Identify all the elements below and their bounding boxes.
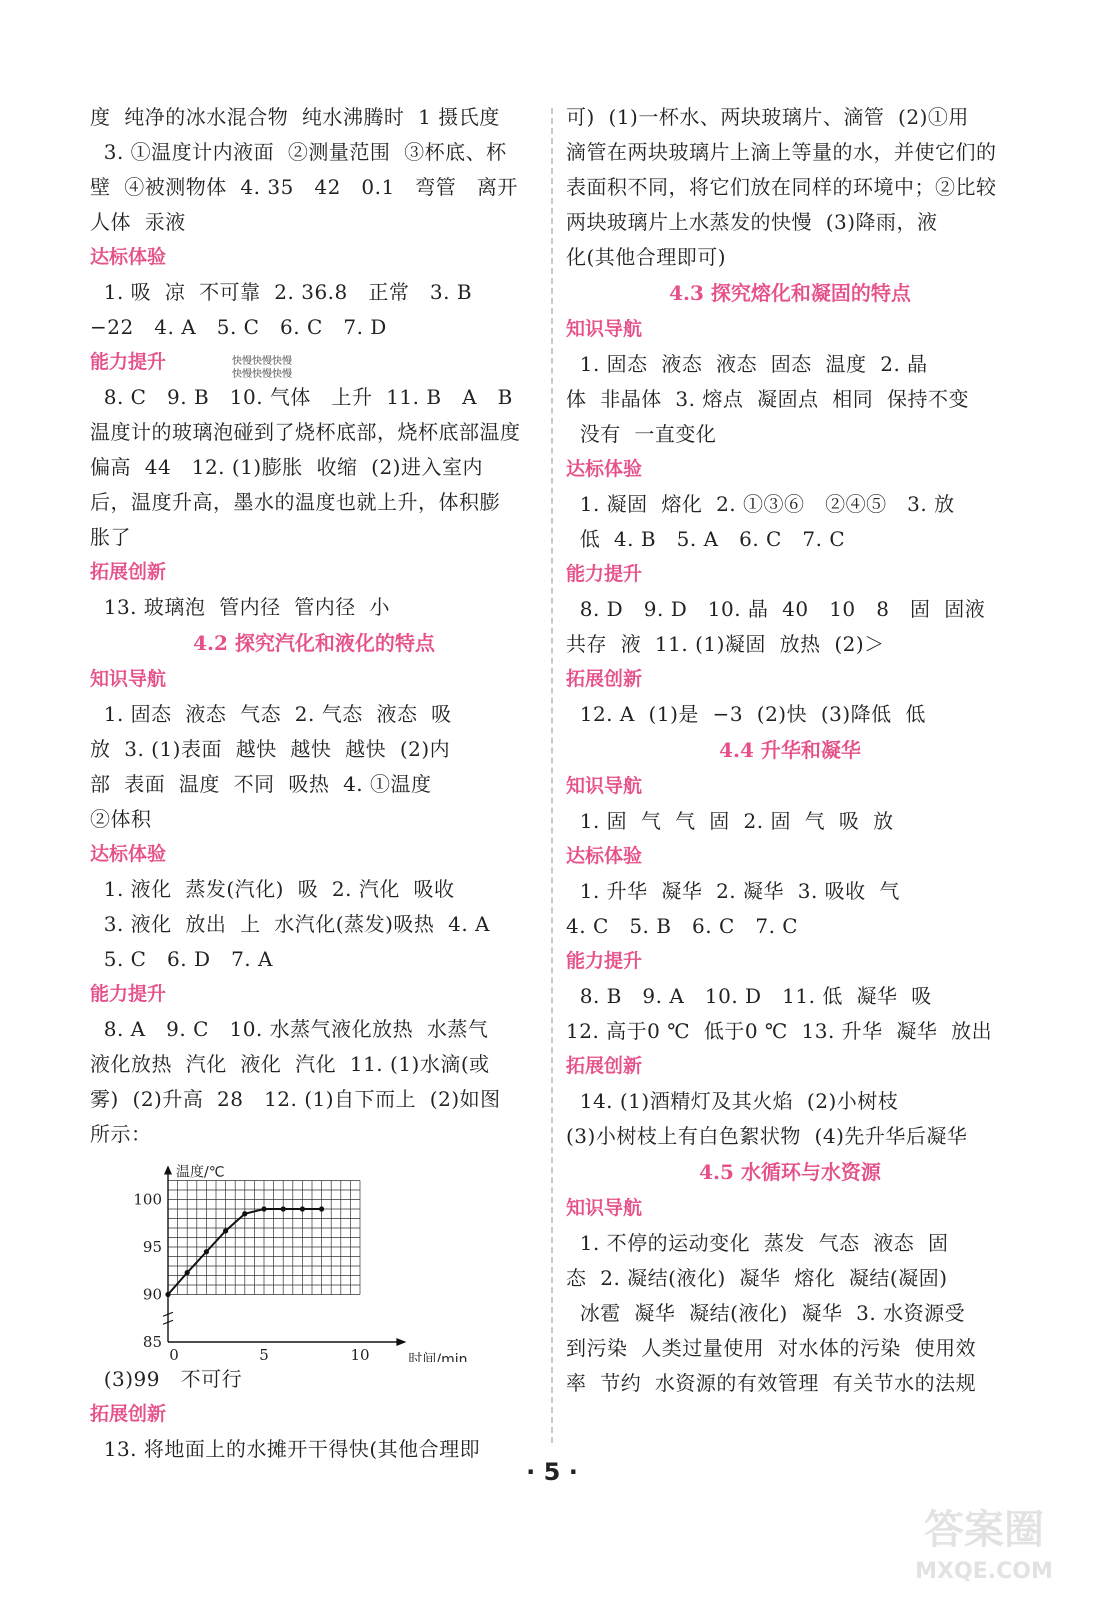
data-point	[319, 1206, 324, 1211]
answer-line: 体 非晶体 3. 熔点 凝固点 相同 保持不变	[566, 387, 970, 411]
answer-line: (3)99 不可行	[90, 1367, 243, 1391]
section-heading: 拓展创新	[566, 1055, 643, 1077]
answer-line: 化(其他合理即可)	[566, 245, 727, 269]
right-column	[566, 100, 1014, 1401]
section-heading: 能力提升	[90, 351, 167, 373]
y-axis-arrow	[164, 1166, 172, 1175]
chapter-title: 4.5 水循环与水资源	[699, 1160, 881, 1184]
answer-line: 到污染 人类过量使用 对水体的污染 使用效	[566, 1336, 977, 1360]
section-heading: 达标体验	[566, 845, 643, 867]
section-heading: 拓展创新	[90, 561, 167, 583]
answer-line: 8. C 9. B 10. 气体 上升 11. B A B	[90, 385, 513, 409]
temperature-chart	[90, 1152, 538, 1362]
answer-line: 12. A (1)是 −3 (2)快 (3)降低 低	[566, 702, 926, 726]
answer-line: 8. D 9. D 10. 晶 40 10 8 固 固液	[566, 597, 986, 621]
left-column	[90, 100, 538, 1467]
watermark-logo	[894, 1498, 1074, 1588]
answer-line: 低 4. B 5. A 6. C 7. C	[566, 527, 846, 551]
answer-line: 12. 高于0 ℃ 低于0 ℃ 13. 升华 凝华 放出	[566, 1019, 993, 1043]
answer-line: 1. 不停的运动变化 蒸发 气态 液态 固	[566, 1231, 949, 1255]
section-heading: 能力提升	[566, 950, 643, 972]
x-tick-label: 5	[259, 1346, 269, 1362]
answer-line: 8. B 9. A 10. D 11. 低 凝华 吸	[566, 984, 932, 1008]
answer-line: 1. 升华 凝华 2. 凝华 3. 吸收 气	[566, 879, 900, 903]
section-heading: 达标体验	[90, 843, 167, 865]
answer-line: 没有 一直变化	[566, 422, 717, 446]
answer-line: 1. 液化 蒸发(汽化) 吸 2. 汽化 吸收	[90, 877, 455, 901]
section-heading: 能力提升	[90, 983, 167, 1005]
answer-line: 雾) (2)升高 28 12. (1)自下而上 (2)如图	[90, 1087, 501, 1111]
chapter-title: 4.4 升华和凝华	[719, 738, 861, 762]
x-tick-label: 10	[350, 1346, 370, 1362]
answer-line: 液化放热 汽化 液化 汽化 11. (1)水滴(或	[90, 1052, 490, 1076]
data-point	[204, 1249, 209, 1254]
answer-line: 14. (1)酒精灯及其火焰 (2)小树枝	[566, 1089, 899, 1113]
answer-line: 可) (1)一杯水、两块玻璃片、滴管 (2)①用	[566, 105, 969, 129]
chapter-title: 4.2 探究汽化和液化的特点	[193, 631, 435, 655]
answer-line: 冰雹 凝华 凝结(液化) 凝华 3. 水资源受	[566, 1301, 966, 1325]
answer-line: 共存 液 11. (1)凝固 放热 (2)＞	[566, 632, 885, 656]
answer-line: 1. 固态 液态 气态 2. 气态 液态 吸	[90, 702, 452, 726]
y-tick-label: 90	[142, 1285, 162, 1304]
answer-line: 滴管在两块玻璃片上滴上等量的水，并使它们的	[566, 140, 997, 164]
answer-line: 人体 汞液	[90, 210, 186, 234]
answer-line: (3)小树枝上有白色絮状物 (4)先升华后凝华	[566, 1124, 968, 1148]
answer-line: 两块玻璃片上水蒸发的快慢 (3)降雨，液	[566, 210, 938, 234]
section-heading: 知识导航	[566, 775, 643, 797]
section-heading: 达标体验	[566, 458, 643, 480]
chapter-title: 4.3 探究熔化和凝固的特点	[669, 281, 911, 305]
answer-line: 5. C 6. D 7. A	[90, 947, 273, 971]
answer-line: 率 节约 水资源的有效管理 有关节水的法规	[566, 1371, 977, 1395]
y-tick-label: 100	[133, 1190, 162, 1209]
section-heading: 能力提升	[566, 563, 643, 585]
answer-line: 3. 液化 放出 上 水汽化(蒸发)吸热 4. A	[90, 912, 491, 936]
data-point	[185, 1270, 190, 1275]
watermark-line1: 答案圈	[924, 1507, 1044, 1553]
x-axis-arrow	[396, 1338, 406, 1346]
handwritten-note: 快慢快慢快慢 快慢快慢快慢	[232, 356, 292, 380]
y-tick-label: 95	[142, 1238, 162, 1256]
answer-line: 1. 吸 凉 不可靠 2. 36.8 正常 3. B	[90, 280, 473, 304]
data-point	[261, 1206, 266, 1211]
section-heading: 拓展创新	[566, 668, 643, 690]
section-heading: 知识导航	[566, 318, 643, 340]
answer-line: 8. A 9. C 10. 水蒸气液化放热 水蒸气	[90, 1017, 489, 1041]
answer-line: 13. 将地面上的水摊开干得快(其他合理即	[90, 1437, 481, 1461]
x-axis-label: 时间/min	[408, 1352, 468, 1362]
y-axis-label: 温度/℃	[176, 1164, 225, 1181]
answer-line: ②体积	[90, 807, 152, 831]
answer-line: 后，温度升高，墨水的温度也就上升，体积膨	[90, 490, 500, 514]
answer-line: 4. C 5. B 6. C 7. C	[566, 914, 799, 938]
section-heading: 知识导航	[566, 1197, 643, 1219]
answer-line: 温度计的玻璃泡碰到了烧杯底部，烧杯底部温度	[90, 420, 521, 444]
answer-line: 部 表面 温度 不同 吸热 4. ①温度	[90, 772, 432, 796]
data-point	[242, 1211, 247, 1216]
data-point	[281, 1206, 286, 1211]
answer-line: 放 3. (1)表面 越快 越快 越快 (2)内	[90, 737, 451, 761]
answer-line: 13. 玻璃泡 管内径 管内径 小	[90, 595, 391, 619]
answer-line: 偏高 44 12. (1)膨胀 收缩 (2)进入室内	[90, 455, 483, 479]
watermark-line2: MXQE.COM	[915, 1559, 1053, 1584]
answer-line: 所示：	[90, 1122, 152, 1146]
answer-line: 胀了	[90, 525, 131, 549]
column-divider	[551, 108, 553, 1443]
answer-line: −22 4. A 5. C 6. C 7. D	[90, 315, 387, 339]
section-heading: 拓展创新	[90, 1403, 167, 1425]
answer-line: 1. 固 气 气 固 2. 固 气 吸 放	[566, 809, 894, 833]
answer-line: 壁 ④被测物体 4. 35 42 0.1 弯管 离开	[90, 175, 518, 199]
page-number: · 5 ·	[526, 1458, 578, 1486]
data-point	[300, 1206, 305, 1211]
data-point	[165, 1292, 170, 1297]
answer-line: 1. 固态 液态 液态 固态 温度 2. 晶	[566, 352, 928, 376]
data-point	[223, 1228, 228, 1233]
answer-line: 3. ①温度计内液面 ②测量范围 ③杯底、杯	[90, 140, 507, 164]
chart-svg	[90, 1152, 538, 1362]
section-heading: 知识导航	[90, 668, 167, 690]
x-tick-label: 0	[169, 1346, 179, 1362]
answer-line: 表面积不同，将它们放在同样的环境中；②比较	[566, 175, 997, 199]
answer-line: 度 纯净的冰水混合物 纯水沸腾时 1 摄氏度	[90, 105, 500, 129]
answer-line: 态 2. 凝结(液化) 凝华 熔化 凝结(凝固)	[566, 1266, 948, 1290]
y-tick-label: 85	[142, 1333, 162, 1351]
section-heading: 达标体验	[90, 246, 167, 268]
answer-line: 1. 凝固 熔化 2. ①③⑥ ②④⑤ 3. 放	[566, 492, 955, 516]
